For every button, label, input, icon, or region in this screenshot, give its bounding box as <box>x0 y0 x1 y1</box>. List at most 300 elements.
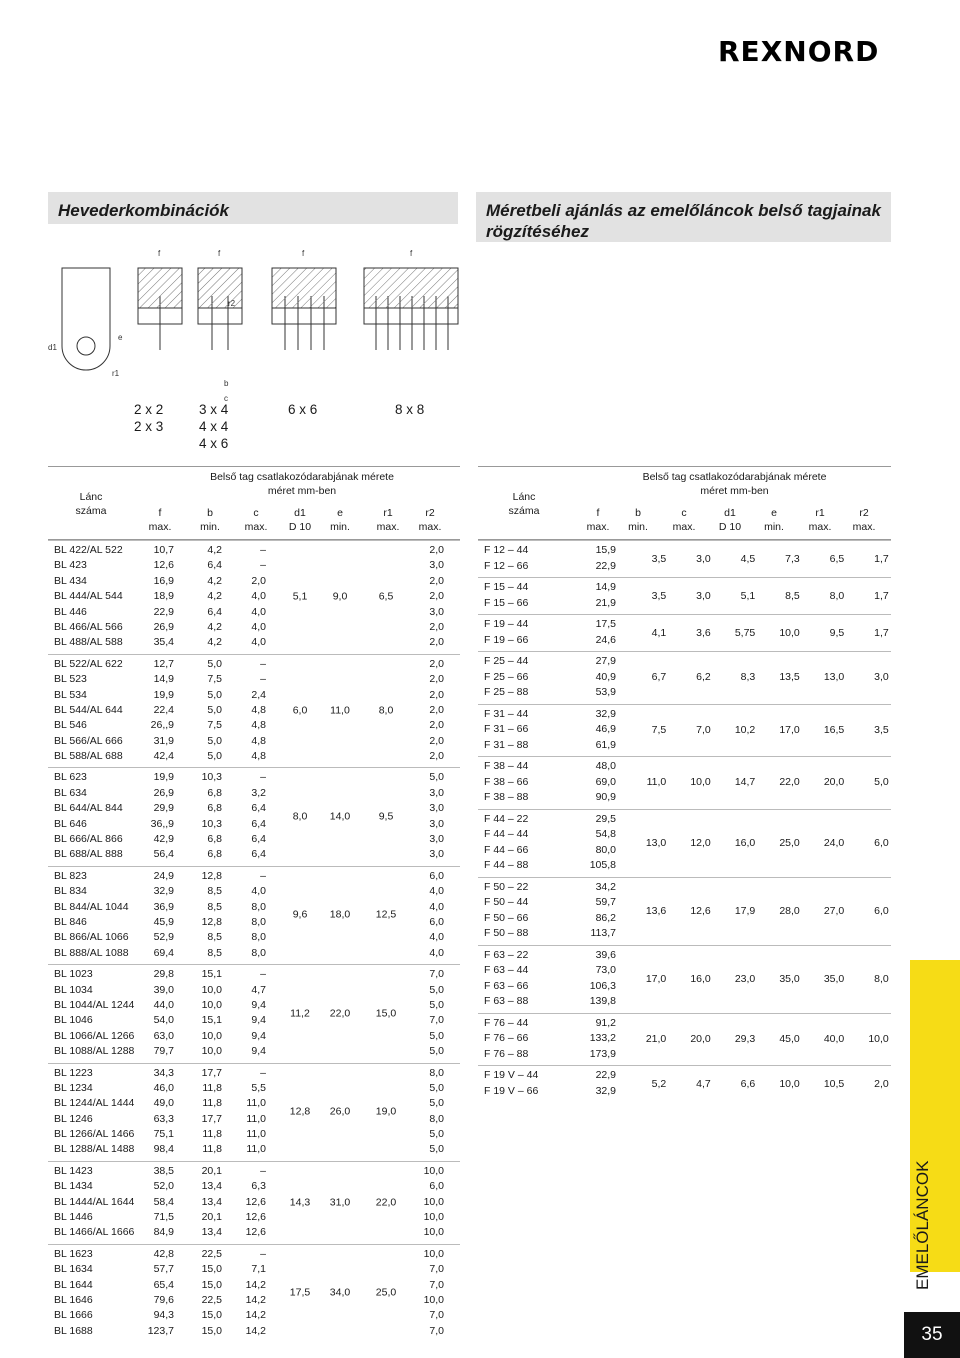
table-cell-d1: 14,3 <box>289 1196 311 1209</box>
svg-text:f: f <box>218 249 221 258</box>
table-cell: 79,6 <box>153 1293 174 1306</box>
table-cell: 63,3 <box>153 1112 174 1125</box>
table-cell: 24,0 <box>823 836 845 849</box>
table-row <box>48 884 460 899</box>
chain-number: F 12 – 44 <box>484 544 529 556</box>
chain-number: F 25 – 66 <box>484 670 529 683</box>
left-group <box>48 540 460 654</box>
chain-number: F 50 – 44 <box>484 896 529 908</box>
chain-number: F 38 – 88 <box>484 791 529 803</box>
table-cell: 13,5 <box>779 671 800 684</box>
table-cell: 10,0 <box>423 1293 444 1306</box>
table-cell-e: 11,0 <box>330 704 350 717</box>
table-cell-f: 34,2 <box>595 880 616 893</box>
chain-number: BL 866/AL 1066 <box>54 931 129 944</box>
table-cell-f: 46,9 <box>595 723 616 735</box>
chain-number: F 76 – 66 <box>484 1032 529 1044</box>
table-cell-f: 27,9 <box>595 655 616 667</box>
table-cell: 2,0 <box>429 544 444 556</box>
table-cell: 24,9 <box>153 869 174 882</box>
table-cell: 3,6 <box>696 626 711 639</box>
table-cell: 29,8 <box>153 968 174 981</box>
chain-number: BL 434 <box>54 574 87 587</box>
table-row <box>48 786 460 801</box>
table-cell-f: 59,7 <box>595 896 616 908</box>
table-cell: 5,0 <box>429 1097 444 1110</box>
chain-number: F 44 – 44 <box>484 828 529 840</box>
table-cell: 6,4 <box>251 848 266 861</box>
chain-number: F 50 – 66 <box>484 911 529 924</box>
table-cell: 58,4 <box>153 1195 174 1208</box>
table-row <box>48 1127 460 1142</box>
table-cell: 42,4 <box>153 750 174 763</box>
table-row <box>48 1225 460 1240</box>
table-cell: 2,0 <box>429 574 444 587</box>
table-cell: 9,4 <box>251 1029 266 1042</box>
table-cell: 15,0 <box>201 1263 222 1276</box>
table-cell: 14,2 <box>245 1293 266 1306</box>
table-cell: 20,0 <box>690 1032 711 1045</box>
table-cell-f: 90,9 <box>595 791 616 803</box>
table-cell: 42,8 <box>153 1247 174 1260</box>
svg-text:c: c <box>224 394 228 403</box>
table-cell-d1: 6,0 <box>292 704 308 717</box>
table-cell-d1: 5,1 <box>292 590 308 603</box>
szama-label: száma <box>75 505 107 517</box>
table-row <box>48 930 460 945</box>
table-cell: 54,0 <box>153 1014 174 1027</box>
table-cell: 79,7 <box>153 1045 174 1058</box>
table-cell: 10,0 <box>868 1032 889 1045</box>
chain-number: BL 1246 <box>54 1112 93 1125</box>
comb-3x4 <box>198 268 242 350</box>
right-group <box>478 540 891 577</box>
chain-number: F 25 – 44 <box>484 655 529 667</box>
table-cell: 1,7 <box>874 552 889 565</box>
svg-text:e: e <box>118 333 123 342</box>
table-cell: 5,0 <box>207 688 222 701</box>
table-cell: 10,0 <box>201 998 222 1011</box>
table-cell: 6,0 <box>874 904 889 917</box>
table-cell: 46,0 <box>153 1081 174 1094</box>
table-cell: 16,0 <box>690 972 711 985</box>
chain-number: F 15 – 66 <box>484 596 529 609</box>
table-cell-f: 54,8 <box>595 828 616 840</box>
table-cell: 6,0 <box>429 915 444 928</box>
table-cell: 15,1 <box>201 1014 222 1027</box>
table-cell: 75,1 <box>153 1128 174 1141</box>
chain-number: F 63 – 66 <box>484 979 529 992</box>
table-cell: 5,0 <box>207 703 222 716</box>
table-cell-f: 32,9 <box>595 707 616 720</box>
right-group <box>478 651 891 704</box>
table-cell: 14,2 <box>245 1309 266 1322</box>
chain-number: BL 1644 <box>54 1278 93 1291</box>
table-cell-f: 40,9 <box>595 670 616 683</box>
table-cell: 3,0 <box>429 833 444 846</box>
table-cell-f: 22,9 <box>595 559 616 572</box>
table-cell: 1,7 <box>874 589 889 602</box>
table-cell: 5,0 <box>429 1029 444 1042</box>
table-cell: 8,0 <box>251 915 266 928</box>
table-cell: 28,0 <box>779 904 800 917</box>
table-cell: 11,8 <box>202 1143 222 1156</box>
table-cell: 6,8 <box>207 848 222 861</box>
chain-number: F 19 – 44 <box>484 618 529 630</box>
svg-text:f: f <box>158 249 161 258</box>
table-cell: 16,5 <box>823 723 845 736</box>
chain-number: BL 423 <box>54 559 87 572</box>
table-cell: 7,1 <box>251 1263 266 1276</box>
table-cell: 6,0 <box>429 1180 444 1193</box>
table-cell: 4,0 <box>251 605 266 618</box>
table-cell: 6,4 <box>207 605 222 618</box>
table-cell: 13,4 <box>201 1195 222 1208</box>
table-cell: 2,0 <box>429 620 444 633</box>
combo-6x6: 6 x 6 <box>288 402 318 417</box>
table-cell: 5,0 <box>429 983 444 996</box>
chain-number: BL 488/AL 588 <box>54 636 123 649</box>
table-cell: 11,0 <box>246 1143 266 1156</box>
table-cell-d1: 17,5 <box>289 1286 311 1299</box>
table-cell-f: 48,0 <box>595 760 616 772</box>
chain-number: BL 566/AL 666 <box>54 734 123 747</box>
chain-number: BL 623 <box>54 771 87 784</box>
table-cell: 4,5 <box>740 552 756 565</box>
chain-number: F 44 – 22 <box>484 812 529 825</box>
chain-number: BL 422/AL 522 <box>54 544 123 556</box>
table-cell-e: 22,0 <box>329 1007 351 1020</box>
table-cell: 4,2 <box>207 574 222 587</box>
table-cell: 2,0 <box>874 1077 889 1090</box>
table-row <box>48 1324 460 1339</box>
table-cell: 7,0 <box>429 1263 444 1276</box>
chain-number: BL 1634 <box>54 1263 93 1276</box>
table-cell: – <box>260 559 266 572</box>
table-cell: 56,4 <box>153 848 174 861</box>
table-cell-e: 14,0 <box>329 810 351 823</box>
table-cell-f: 80,0 <box>595 843 616 856</box>
table-row <box>48 1179 460 1194</box>
chain-number: BL 1288/AL 1488 <box>54 1143 135 1156</box>
chain-number: F 76 – 88 <box>484 1047 529 1060</box>
chain-number: BL 846 <box>54 915 87 928</box>
table-cell: 14,9 <box>153 673 174 686</box>
table-cell: 63,0 <box>153 1029 174 1042</box>
table-cell: 10,7 <box>153 544 174 556</box>
chain-number: BL 1423 <box>54 1164 93 1177</box>
left-group <box>48 866 460 964</box>
table-cell: 57,7 <box>153 1263 174 1276</box>
table-cell: 22,0 <box>779 776 800 789</box>
table-cell: 20,1 <box>201 1211 222 1224</box>
table-cell: 3,5 <box>651 552 667 565</box>
chain-number: F 63 – 44 <box>484 964 529 976</box>
chain-number: BL 588/AL 688 <box>54 750 123 763</box>
chain-number: F 12 – 66 <box>484 559 529 572</box>
table-cell: 17,0 <box>779 723 800 736</box>
table-cell: 6,7 <box>651 671 667 684</box>
combo-2x3: 2 x 3 <box>134 419 164 434</box>
table-cell-f: 32,9 <box>595 1084 616 1097</box>
table-cell: 3,0 <box>696 552 711 565</box>
chain-number: F 44 – 66 <box>484 843 529 856</box>
table-cell: 10,0 <box>423 1195 444 1208</box>
comb-8x8 <box>364 268 458 350</box>
chain-number: BL 823 <box>54 869 87 882</box>
table-row <box>48 688 460 703</box>
right-group <box>478 1065 891 1102</box>
table-cell: 12,6 <box>245 1226 266 1239</box>
table-cell: 11,0 <box>246 1112 266 1125</box>
table-cell: 3,0 <box>696 589 711 602</box>
table-cell: – <box>260 869 266 882</box>
table-cell: – <box>260 771 266 784</box>
table-cell: 15,0 <box>201 1309 222 1322</box>
table-cell: 6,8 <box>207 833 222 846</box>
table-cell: 11,8 <box>202 1128 222 1141</box>
table-cell: 13,4 <box>201 1180 222 1193</box>
table-cell: 16,9 <box>153 574 174 587</box>
table-cell: 14,2 <box>245 1324 266 1337</box>
right-group <box>478 809 891 877</box>
right-table-body <box>478 540 891 1102</box>
table-cell-e: 31,0 <box>329 1196 351 1209</box>
table-cell-r1: 6,5 <box>378 590 394 603</box>
table-cell: 5,75 <box>734 626 756 639</box>
table-cell-f: 24,6 <box>595 633 616 646</box>
right-table-header: Lánc száma Belső tag csatlakozódarabjának mérete méret mm-ben f b c d1 e r1 r2 max. min. max. D 10 min. max. max. <box>478 466 891 540</box>
table-cell: 4,1 <box>651 626 667 639</box>
table-cell: 4,7 <box>696 1077 711 1090</box>
chain-number: F 50 – 22 <box>484 880 529 893</box>
table-cell: 6,5 <box>829 552 845 565</box>
table-cell: 1,7 <box>874 626 889 639</box>
lanc-label: Lánc <box>79 491 103 503</box>
table-row <box>48 718 460 733</box>
table-cell: 71,5 <box>153 1211 174 1224</box>
meret-label: méret mm-ben <box>267 485 337 497</box>
table-cell-e: 18,0 <box>329 908 351 921</box>
chain-number: BL 1046 <box>54 1014 93 1027</box>
table-cell: 22,4 <box>153 703 174 716</box>
svg-text:f: f <box>410 249 413 258</box>
table-cell: 18,9 <box>153 590 174 603</box>
table-cell: 3,0 <box>429 817 444 830</box>
left-group <box>48 654 460 768</box>
chain-number: F 44 – 88 <box>484 859 529 871</box>
comb-2x2 <box>138 268 182 350</box>
table-cell: 10,0 <box>423 1211 444 1224</box>
table-cell: 4,0 <box>429 885 444 898</box>
table-cell: 6,4 <box>251 802 266 815</box>
table-cell: 15,0 <box>201 1324 222 1337</box>
table-cell-r1: 9,5 <box>378 810 394 823</box>
table-cell: 7,0 <box>696 723 711 736</box>
table-cell: 84,9 <box>153 1226 174 1239</box>
table-cell: 2,0 <box>429 734 444 747</box>
table-cell: 5,0 <box>429 1081 444 1094</box>
table-row <box>48 770 460 785</box>
table-cell: 4,2 <box>207 544 222 556</box>
table-cell: 34,3 <box>153 1066 174 1079</box>
table-cell: 2,0 <box>429 657 444 670</box>
table-cell: 4,8 <box>251 750 266 763</box>
table-cell: 20,1 <box>201 1164 222 1177</box>
table-cell: 19,9 <box>153 771 174 784</box>
table-cell: 5,0 <box>429 998 444 1011</box>
chain-number: BL 444/AL 544 <box>54 590 123 603</box>
table-cell: 65,4 <box>153 1278 174 1291</box>
table-cell-f: 139,8 <box>589 995 616 1007</box>
chain-number: BL 1434 <box>54 1180 93 1193</box>
table-cell: 7,0 <box>429 1324 444 1337</box>
chain-number: BL 534 <box>54 688 87 701</box>
table-cell: 42,9 <box>153 833 174 846</box>
chain-number: BL 688/AL 888 <box>54 848 123 861</box>
chain-number: BL 544/AL 644 <box>54 703 123 716</box>
table-cell: – <box>260 1164 266 1177</box>
table-cell: 2,4 <box>251 688 266 701</box>
chain-number: BL 1034 <box>54 983 93 996</box>
table-cell-f: 21,9 <box>595 596 616 609</box>
table-row <box>48 1308 460 1323</box>
table-cell: 22,5 <box>201 1247 222 1260</box>
table-cell: 26,9 <box>153 786 174 799</box>
table-cell: 10,0 <box>423 1226 444 1239</box>
left-group <box>48 964 460 1062</box>
combo-4x4: 4 x 4 <box>199 419 229 434</box>
table-cell: 27,0 <box>823 904 845 917</box>
table-cell: 10,0 <box>423 1164 444 1177</box>
table-cell: 3,2 <box>251 786 266 799</box>
table-cell-f: 69,0 <box>595 775 616 788</box>
table-cell: 8,0 <box>251 900 266 913</box>
table-cell: 8,0 <box>429 1112 444 1125</box>
chain-number: BL 1088/AL 1288 <box>54 1045 135 1058</box>
chain-number: BL 646 <box>54 817 87 830</box>
table-cell-r1: 19,0 <box>375 1105 397 1118</box>
table-cell-r1: 12,5 <box>375 908 397 921</box>
chain-number: BL 1646 <box>54 1293 93 1306</box>
chain-number: BL 466/AL 566 <box>54 620 123 633</box>
table-cell: 4,0 <box>251 620 266 633</box>
table-cell: 8,0 <box>829 589 845 602</box>
table-cell: 6,2 <box>696 671 711 684</box>
combo-2x2: 2 x 2 <box>134 402 164 417</box>
chain-number: F 19 – 66 <box>484 633 529 646</box>
table-cell: 21,0 <box>645 1032 667 1045</box>
table-cell-f: 17,5 <box>595 618 616 630</box>
table-cell: 8,5 <box>207 900 222 913</box>
table-cell-e: 26,0 <box>329 1105 351 1118</box>
table-cell: 3,0 <box>874 671 889 684</box>
table-cell: 38,5 <box>153 1164 174 1177</box>
table-cell-f: 106,3 <box>589 979 616 992</box>
left-group <box>48 1161 460 1244</box>
table-cell: 98,4 <box>153 1143 174 1156</box>
table-cell-f: 61,9 <box>595 738 616 751</box>
table-cell-r1: 8,0 <box>378 704 394 717</box>
chain-number: BL 1244/AL 1444 <box>54 1097 135 1110</box>
right-group <box>478 704 891 757</box>
table-cell: 3,0 <box>429 786 444 799</box>
table-cell: 10,5 <box>823 1077 845 1090</box>
table-cell-r1: 15,0 <box>375 1007 397 1020</box>
chain-number: BL 446 <box>54 605 87 618</box>
table-cell: 25,0 <box>779 836 800 849</box>
chain-number: BL 522/AL 622 <box>54 657 123 670</box>
chain-number: F 25 – 88 <box>484 686 529 698</box>
table-cell: 12,0 <box>690 836 711 849</box>
table-cell: 15,0 <box>201 1278 222 1291</box>
table-cell: 6,4 <box>251 833 266 846</box>
chain-number: BL 1466/AL 1666 <box>54 1226 135 1239</box>
chain-number: F 31 – 66 <box>484 723 529 735</box>
chain-number: BL 888/AL 1088 <box>54 946 129 959</box>
combo-4x6: 4 x 6 <box>199 436 229 451</box>
table-cell: 4,2 <box>207 636 222 649</box>
chain-number: F 19 V – 66 <box>484 1084 539 1097</box>
table-cell: 5,0 <box>207 657 222 670</box>
table-row <box>48 1081 460 1096</box>
chain-number: BL 1444/AL 1644 <box>54 1195 135 1208</box>
table-cell-f: 113,7 <box>590 927 616 939</box>
table-cell: 10,0 <box>201 983 222 996</box>
chain-number: F 63 – 22 <box>484 948 529 961</box>
table-cell-r1: 22,0 <box>375 1196 397 1209</box>
table-cell: 8,0 <box>874 972 889 985</box>
table-row <box>48 1029 460 1044</box>
table-row <box>48 847 460 862</box>
table-cell: 123,7 <box>147 1324 174 1337</box>
chain-number: F 31 – 44 <box>484 707 529 720</box>
table-cell: 6,4 <box>251 817 266 830</box>
table-cell: 32,9 <box>153 885 174 898</box>
table-cell: 17,0 <box>645 972 667 985</box>
page-number: 35 <box>904 1312 960 1358</box>
right-group <box>478 756 891 809</box>
table-cell: 3,5 <box>651 589 667 602</box>
table-row <box>48 558 460 573</box>
chain-number: BL 844/AL 1044 <box>54 900 129 913</box>
table-cell-f: 73,0 <box>595 964 616 976</box>
table-cell: 8,5 <box>207 885 222 898</box>
table-cell: 10,0 <box>779 626 800 639</box>
chain-number: F 38 – 66 <box>484 775 529 788</box>
table-cell: 14,2 <box>245 1278 266 1291</box>
table-cell: 4,0 <box>251 636 266 649</box>
table-cell-f: 29,5 <box>595 812 616 825</box>
table-cell-f: 53,9 <box>595 686 616 698</box>
chain-number: BL 1044/AL 1244 <box>54 998 135 1011</box>
table-cell-d1: 12,8 <box>289 1105 311 1118</box>
table-cell: 2,0 <box>429 688 444 701</box>
table-cell: 9,4 <box>251 1045 266 1058</box>
table-cell: 52,9 <box>153 931 174 944</box>
table-cell: 5,1 <box>740 589 756 602</box>
table-row <box>48 1247 460 1262</box>
table-cell: 15,1 <box>201 968 222 981</box>
table-cell: 9,4 <box>251 1014 266 1027</box>
table-row <box>48 1066 460 1081</box>
table-cell: 2,0 <box>251 574 266 587</box>
table-cell-r1: 25,0 <box>375 1286 397 1299</box>
table-cell: 8,0 <box>251 931 266 944</box>
table-row <box>48 983 460 998</box>
table-cell: – <box>260 1066 266 1079</box>
table-cell: 31,9 <box>153 734 174 747</box>
